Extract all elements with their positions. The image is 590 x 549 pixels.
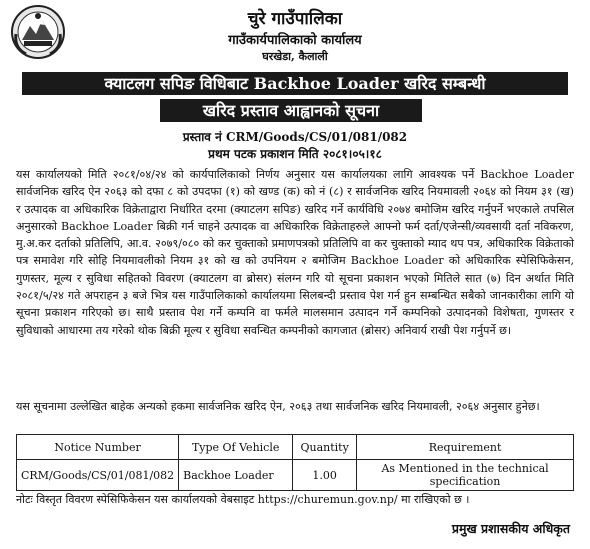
col-requirement: Requirement — [357, 435, 574, 460]
cell-notice-number: CRM/Goods/CS/01/081/082 — [17, 460, 179, 491]
notice-subtitle-banner: खरिद प्रस्ताव आह्वानको सूचना — [160, 99, 422, 122]
first-publish-date: प्रथम पटक प्रकाशन मिति २०८१।०५।१८ — [208, 147, 382, 161]
signatory-title: प्रमुख प्रशासकीय अधिकृत — [451, 521, 570, 536]
col-quantity: Quantity — [293, 435, 357, 460]
website-footnote: नोटः विस्तृत विवरण स्पेसिफिकेसन यस कार्यालयको वेबसाइट https://churemun.gov.np/ मा राखिएको छ । — [16, 493, 470, 506]
municipality-name: चुरे गाउँपालिका — [247, 9, 343, 29]
office-address: घरखेडा, कैलाली — [262, 50, 328, 63]
office-name: गाउँकार्यपालिकाको कार्यालय — [228, 33, 362, 48]
proposal-number: प्रस्ताव नं CRM/Goods/CS/01/081/082 — [182, 130, 408, 144]
col-vehicle-type: Type Of Vehicle — [179, 435, 293, 460]
notice-title-banner: क्याटलग सपिङ विधिबाट Backhoe Loader खरिद सम्बन्धी — [22, 72, 568, 95]
table-row — [17, 460, 574, 491]
requirements-table — [16, 434, 574, 491]
cell-vehicle-type: Backhoe Loader — [179, 460, 293, 491]
col-notice-number: Notice Number — [17, 435, 179, 460]
cell-quantity: 1.00 — [293, 460, 357, 491]
notice-body-paragraph: यस कार्यालयको मिति २०८१/०४/२४ को कार्यपालिकाको निर्णय अनुसार यस कार्यालयका लागि आवश्यक पर्ने Backhoe Loader सार्वजनिक खरिद ऐन २०६३ को दफा ८ को उपदफा (१) को खण्ड (क) को नं (८) र सार्वजनिक खरिद नियमावली २०६४ को नियम ३१ (ख) र उत्पादक वा अधिकारिक विक्रेताद्वारा निर्धारित दरमा (क्याटलग सपिङ) खरिद गर्ने कार्यविधि २०७४ बमोजिम खरिद गर्नुपर्ने भएकाले तपसिल अनुसारको Backhoe Loader बिक्री गर्न चाहने उत्पादक वा अधिकारिक विक्रेताहरुले आफ्नो फर्म दर्ता/एजेन्सी/व्यवसायी दर्ता नविकरण, मु.अ.कर दर्ताको प्रतिलिपि, आ.व. २०७९/०८० को कर चुक्ताको प्रमाणपत्रको प्रतिलिपि वा कर चुक्ताको म्याद थप पत्र, अधिकारिक विक्रेताको पत्र समावेश गरि सोहि नियमावलीको नियम ३१ को ख को उपनियम २ बमोजिम Backhoe Loader को अधिकारिक स्पेसिफिकेसन, गुणस्तर, मूल्य र सुविधा सहितको विवरण (क्याटलग वा ब्रोसर) संलग्न गरि यो सूचना प्रकाशन भएको मितिले सात (७) दिन अर्थात मिति २०८१/५/२४ गते अपराहन ३ बजे भित्र यस गाउँपालिकाको कार्यालयमा सिलबन्दी प्रस्ताव पेश गर्न हुन सम्बन्धित सबैको जानकारीका लागि यो सूचना प्रकाशन गरिएको छ। साथै प्रस्ताव पेश गर्ने कम्पनि वा फर्मले मालसमान उत्पादन गर्ने कम्पनिको उत्पादनको विशेषता, गुणस्तर र सुविधाको आधारमा तय गरेको थोक बिक्री मूल्य र सुविधा सवन्धित कम्पनीको कागजात (ब्रोसर) अनिवार्य राखी पेश गर्नुपर्ने छ। — [16, 168, 574, 337]
table-header-row — [17, 435, 574, 460]
cell-requirement: As Mentioned in the technical specification — [357, 460, 574, 491]
notice-closing-paragraph: यस सूचनामा उल्लेखित बाहेक अन्यको हकमा सार्वजनिक खरिद ऐन, २०६३ तथा सार्वजनिक खरिद नियमावली, २०६४ अनुसार हुनेछ। — [16, 400, 540, 413]
